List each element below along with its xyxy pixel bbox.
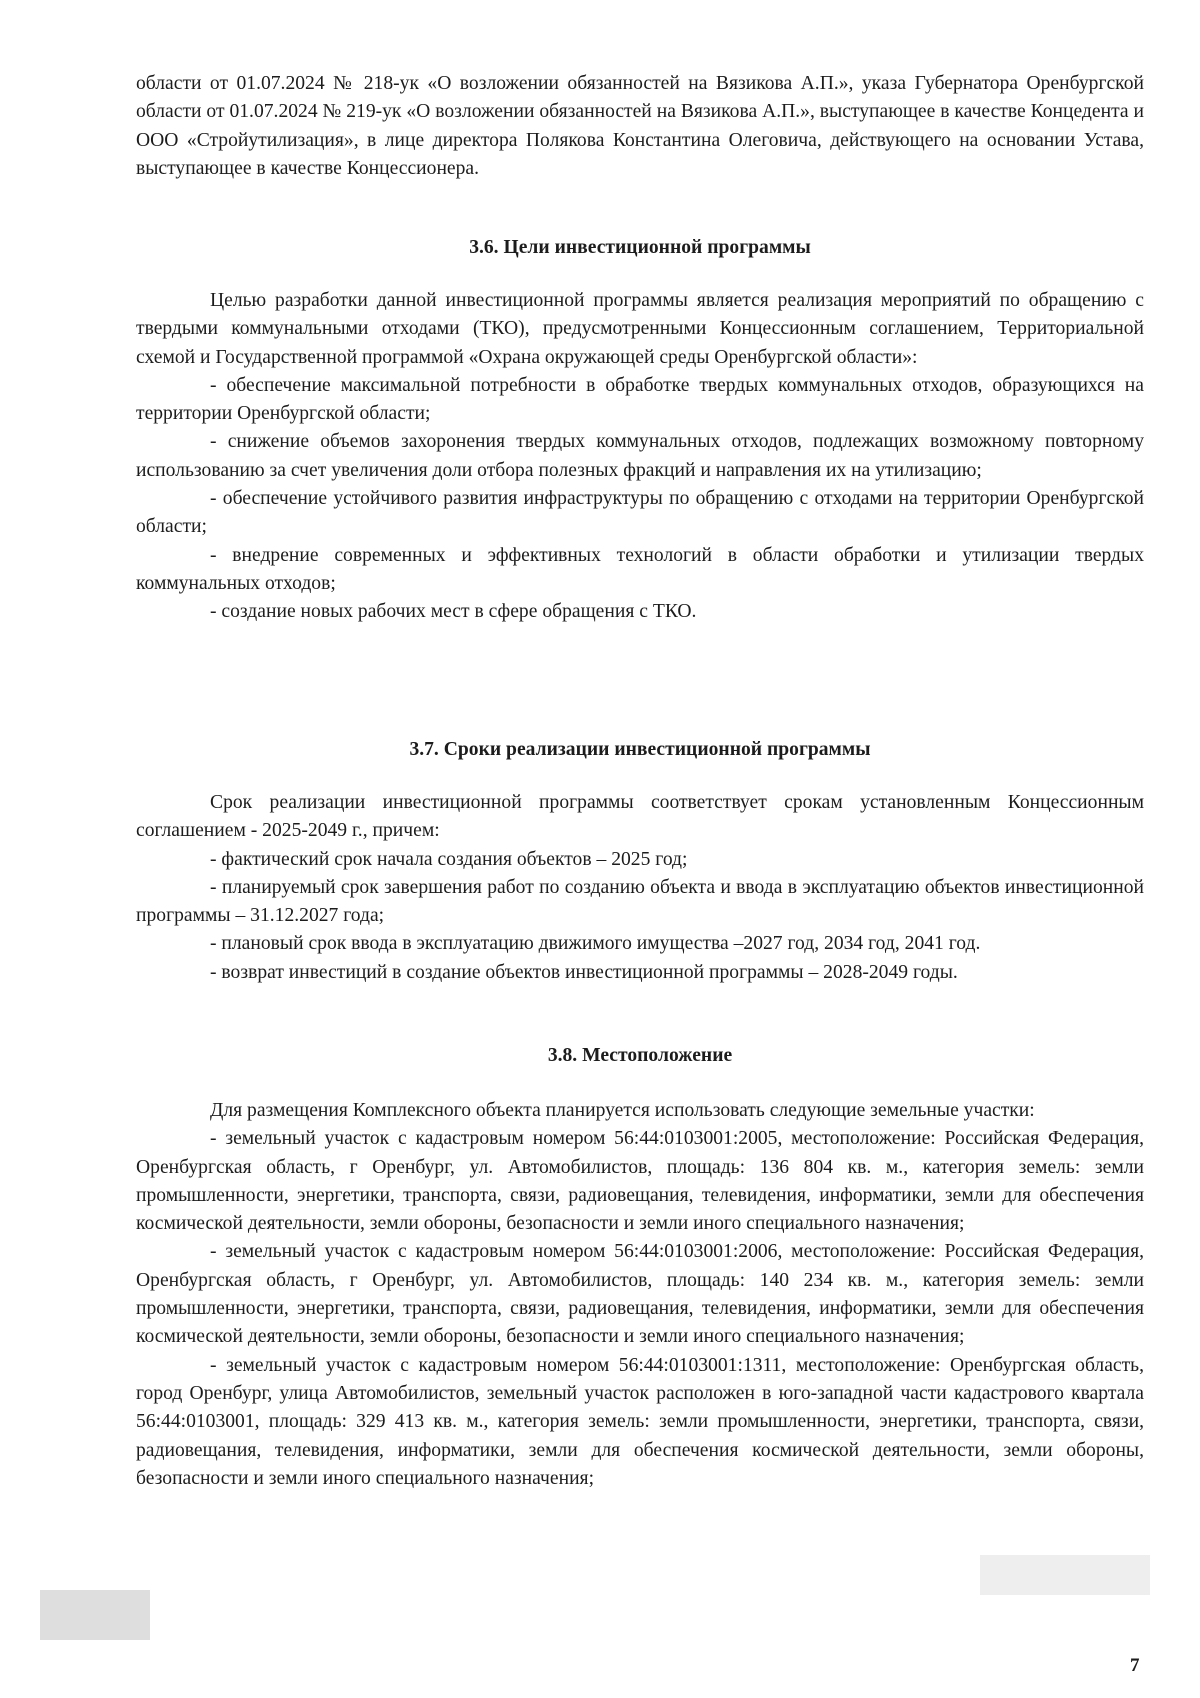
section-3-7-paragraph: - плановый срок ввода в эксплуатацию движимого имущества –2027 год, 2034 год, 2041 год. — [210, 933, 981, 955]
intro-paragraph: области от 01.07.2024 № 218-ук «О возложении обязанностей на Вязикова А.П.», указа Губернатора Оренбургской области от 01.07.2024 № 219-ук «О возложении обязанностей на Вязикова А.П.», выступающее в качестве Концедента и ООО «Стройутилизация», в лице директора Полякова Константина Олеговича, действующего на основании Устава, выступающее в качестве Концессионера. — [136, 73, 1144, 179]
section-3-6-body — [136, 287, 1144, 627]
page-number: 7 — [1130, 1655, 1140, 1676]
section-3-7-heading: 3.7. Сроки реализации инвестиционной программы — [409, 739, 871, 760]
section-3-7-paragraph: - фактический срок начала создания объектов – 2025 год; — [210, 848, 688, 870]
section-3-7-paragraph: - планируемый срок завершения работ по созданию объекта и ввода в эксплуатацию объектов инвестиционной программы – 31.12.2027 года; — [136, 876, 1144, 927]
section-3-6-paragraph: - создание новых рабочих мест в сфере обращения с ТКО. — [210, 601, 697, 623]
section-3-7-paragraph: Срок реализации инвестиционной программы соответствует срокам установленным Концессионным соглашением - 2025-2049 г., причем: — [136, 792, 1144, 842]
section-3-8-paragraph: - земельный участок с кадастровым номером 56:44:0103001:1311, местоположение: Оренбургская область, город Оренбург, улица Автомобилистов, земельный участок расположен в юго-западной части кадастрового квартала 56:44:0103001, площадь: 329 413 кв. м., категория земель: земли промышленности, энергетики, транспорта, связи, радиовещания, телевидения, информатики, земли для обеспечения космической деятельности, земли обороны, безопасности и земли иного специального назначения; — [136, 1354, 1144, 1489]
scan-noise — [980, 1555, 1150, 1595]
section-3-6-heading: 3.6. Цели инвестиционной программы — [469, 237, 811, 258]
section-3-6-paragraph: - обеспечение устойчивого развития инфраструктуры по обращению с отходами на территории Оренбургской области; — [136, 488, 1144, 538]
section-3-8-body — [136, 1097, 1144, 1493]
section-3-8-paragraph: - земельный участок с кадастровым номером 56:44:0103001:2006, местоположение: Российская Федерация, Оренбургская область, г Оренбург, ул. Автомобилистов, площадь: 140 234 кв. м., категория земель: земли промышленности, энергетики, транспорта, связи, радиовещания, телевидения, информатики, земли для обеспечения космической деятельности, земли обороны, безопасности и земли иного специального назначения; — [136, 1241, 1144, 1348]
section-3-6-paragraph: - внедрение современных и эффективных технологий в области обработки и утилизации твердых коммунальных отходов; — [136, 544, 1144, 594]
section-3-8-paragraph: Для размещения Комплексного объекта планируется использовать следующие земельные участки: — [210, 1100, 1035, 1121]
section-3-6-paragraph: Целью разработки данной инвестиционной программы является реализация мероприятий по обращению с твердыми коммунальными отходами (ТКО), предусмотренными Концессионным соглашением, Территориальной схемой и Государственной программой «Охрана окружающей среды Оренбургской области»: — [136, 290, 1144, 368]
section-3-8-paragraph: - земельный участок с кадастровым номером 56:44:0103001:2005, местоположение: Российская Федерация, Оренбургская область, г Оренбург, ул. Автомобилистов, площадь: 136 804 кв. м., категория земель: земли промышленности, энергетики, транспорта, связи, радиовещания, телевидения, информатики, земли для обеспечения космической деятельности, земли обороны, безопасности и земли иного специального назначения; — [136, 1128, 1144, 1235]
section-3-7-body — [136, 789, 1144, 987]
section-3-6-paragraph: - снижение объемов захоронения твердых коммунальных отходов, подлежащих возможному повторному использованию за счет увеличения доли отбора полезных фракций и направления их на утилизацию; — [136, 431, 1144, 481]
section-3-8-heading: 3.8. Местоположение — [547, 1045, 733, 1066]
section-3-7-paragraph: - возврат инвестиций в создание объектов инвестиционной программы – 2028-2049 годы. — [210, 961, 958, 983]
scan-noise — [40, 1590, 150, 1640]
section-3-6-paragraph: - обеспечение максимальной потребности в обработке твердых коммунальных отходов, образующихся на территории Оренбургской области; — [136, 374, 1144, 425]
intro-block — [136, 70, 1144, 183]
